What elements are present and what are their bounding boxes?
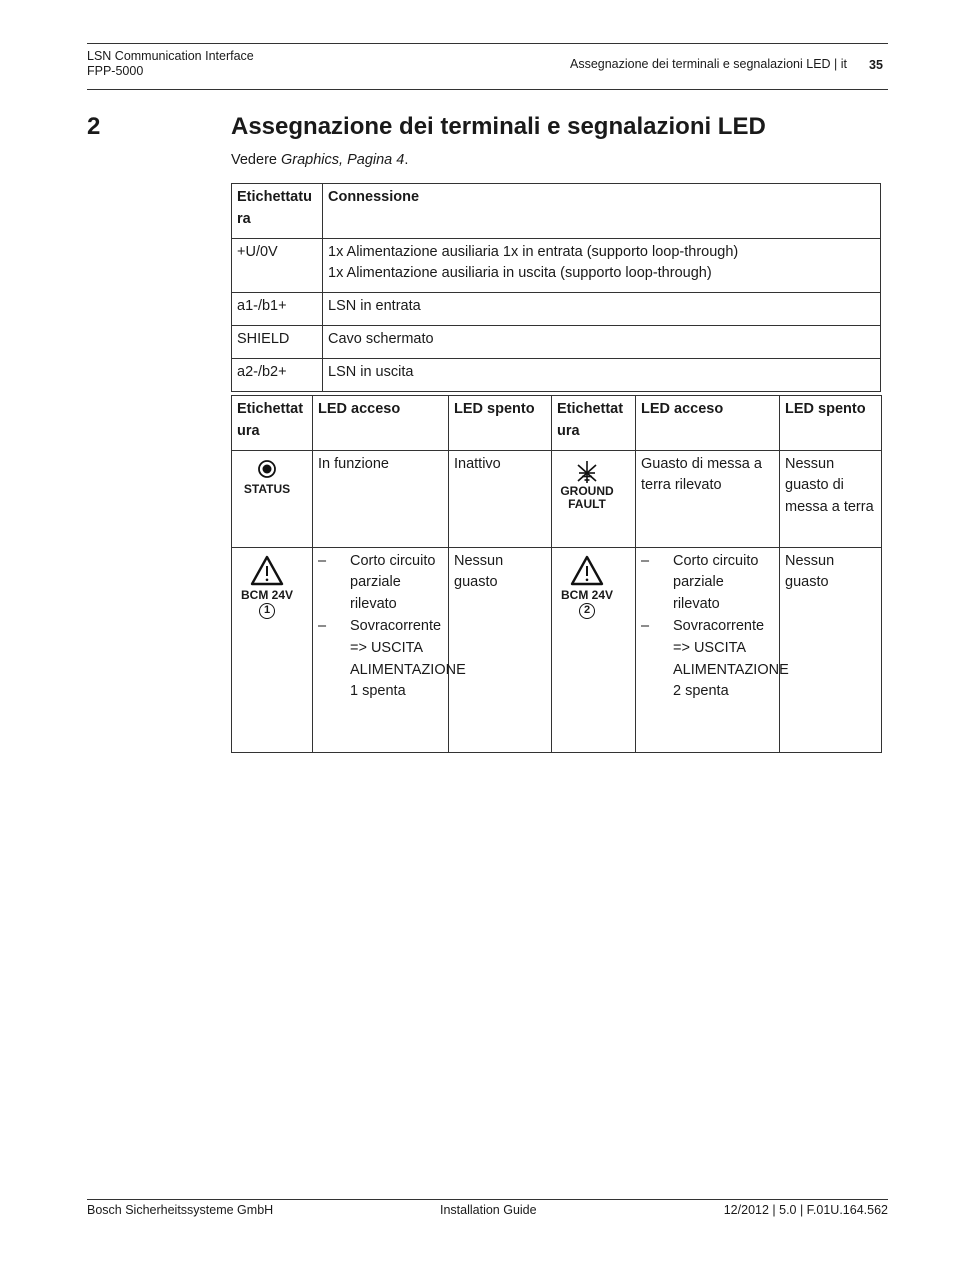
bcm1-on — [313, 547, 466, 752]
list-item: – Sovracorrente => USCITA ALIMENTAZIONE 1 spenta — [318, 616, 443, 703]
list-item: – Sovracorrente => USCITA ALIMENTAZIONE 2 spenta — [641, 616, 774, 703]
terminal-label: +U/0V — [232, 238, 323, 293]
table-row — [232, 238, 881, 293]
status-label: STATUS — [243, 481, 291, 496]
bcm2-on — [636, 547, 789, 752]
header-product — [87, 49, 254, 79]
status-off: Inattivo — [449, 450, 552, 547]
footer-doc-type: Installation Guide — [440, 1203, 537, 1217]
page-number: 35 — [869, 58, 883, 72]
bcm1-label: BCM 24V — [240, 587, 293, 602]
table-header-row — [232, 184, 881, 239]
status-on: In funzione — [313, 450, 449, 547]
col-label-header: Etichettat ura — [232, 396, 313, 451]
bcm1-label-cell — [232, 547, 313, 752]
footer-company: Bosch Sicherheitssysteme GmbH — [87, 1203, 274, 1217]
terminal-label: SHIELD — [232, 325, 323, 358]
terminal-label: a1-/b1+ — [232, 293, 323, 326]
header-section: Assegnazione dei terminali e segnalazioni LED | it — [569, 57, 847, 71]
col-led-off-header: LED spento — [449, 396, 552, 451]
warning-triangle-icon — [570, 555, 604, 587]
terminal-connection — [323, 238, 881, 293]
col-label-header: Etichettat ura — [552, 396, 636, 451]
table-row — [232, 358, 881, 391]
graphics-link[interactable]: Graphics, Pagina 4 — [281, 152, 405, 168]
col-connection-header: Connessione — [323, 184, 881, 239]
ground-label-cell — [552, 450, 636, 547]
intro-prefix: Vedere — [231, 152, 281, 168]
warning-triangle-icon — [250, 555, 284, 587]
terminal-label: a2-/b2+ — [232, 358, 323, 391]
connection-line: 1x Alimentazione ausiliaria 1x in entrata (supporto loop-through) — [328, 243, 739, 260]
table-row — [232, 325, 881, 358]
list-item: – Corto circuito parziale rilevato — [318, 551, 443, 616]
ground-fault-icon — [574, 459, 600, 485]
bcm2-off: Nessun guasto — [780, 547, 882, 752]
ground-label-line1: GROUND — [560, 483, 614, 498]
terminal-connection: LSN in entrata — [323, 293, 881, 326]
ground-off: Nessun guasto di messa a terra — [780, 450, 882, 547]
connection-line: 1x Alimentazione ausiliaria in uscita (supporto loop-through) — [328, 265, 712, 282]
led-table — [231, 395, 882, 753]
terminal-table — [231, 183, 881, 392]
table-row — [232, 293, 881, 326]
ground-on: Guasto di messa a terra rilevato — [636, 450, 780, 547]
table-header-row — [232, 396, 882, 451]
chapter-title: Assegnazione dei terminali e segnalazioni LED — [231, 113, 766, 140]
chapter-number: 2 — [87, 113, 101, 140]
terminal-connection: LSN in uscita — [323, 358, 881, 391]
header-top-rule — [87, 43, 888, 44]
col-label-header: Etichettatu ra — [232, 184, 323, 239]
header-bottom-rule — [87, 89, 888, 90]
header-product-model: FPP-5000 — [87, 64, 144, 78]
status-led-icon — [257, 459, 277, 479]
col-led-on-header: LED acceso — [636, 396, 780, 451]
intro-text — [231, 152, 408, 168]
status-label-cell — [232, 450, 313, 547]
col-led-on-header: LED acceso — [313, 396, 449, 451]
header-product-name: LSN Communication Interface — [87, 49, 254, 63]
list-item: – Corto circuito parziale rilevato — [641, 551, 774, 616]
terminal-connection: Cavo schermato — [323, 325, 881, 358]
footer-doc-id: 12/2012 | 5.0 | F.01U.164.562 — [723, 1203, 888, 1217]
footer-rule — [87, 1199, 888, 1200]
bcm1-number: 1 — [259, 603, 275, 619]
col-led-off-header: LED spento — [780, 396, 882, 451]
bcm2-label: BCM 24V — [560, 587, 613, 602]
bcm2-number: 2 — [579, 603, 595, 619]
bcm1-off: Nessun guasto — [449, 547, 552, 752]
intro-suffix: . — [404, 152, 409, 168]
table-row — [232, 547, 882, 752]
ground-label-line2: FAULT — [568, 496, 606, 511]
table-row — [232, 450, 882, 547]
bcm2-label-cell — [552, 547, 636, 752]
